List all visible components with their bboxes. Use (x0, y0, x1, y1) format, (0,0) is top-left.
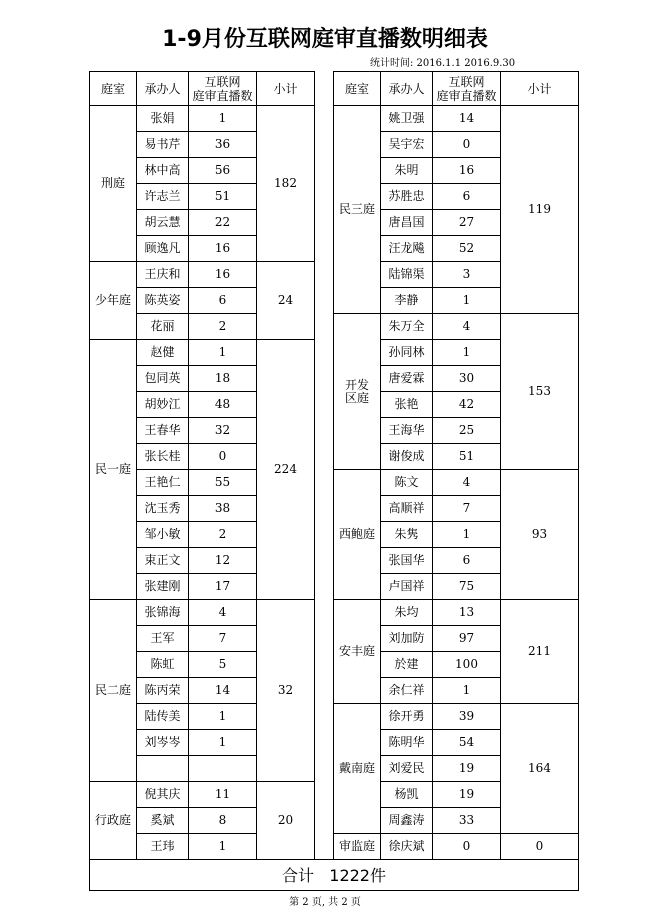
judge-name-cell: 王艳仁 (137, 470, 189, 496)
judge-name-cell: 张娟 (137, 106, 189, 132)
gap-cell (315, 314, 334, 340)
judge-name-cell: 陈虹 (137, 652, 189, 678)
count-cell: 51 (189, 184, 257, 210)
judge-name-cell: 卢国祥 (381, 574, 433, 600)
total-spacer (314, 866, 329, 885)
judge-name-cell: 邹小敏 (137, 522, 189, 548)
table-row (90, 704, 579, 730)
judge-name-cell: 张长桂 (137, 444, 189, 470)
subtotal-cell: 153 (501, 314, 579, 470)
count-cell: 30 (433, 366, 501, 392)
header-count-line1: 互联网 (204, 74, 241, 89)
gap-cell (315, 782, 334, 808)
court-name-cell: 审监庭 (334, 834, 381, 860)
page-title: 1-9月份互联网庭审直播数明细表 (162, 27, 488, 52)
count-cell: 4 (433, 470, 501, 496)
header-count-line2: 庭审直播数 (436, 88, 497, 103)
count-cell: 7 (189, 626, 257, 652)
count-cell: 51 (433, 444, 501, 470)
gap-cell (315, 496, 334, 522)
count-cell: 3 (433, 262, 501, 288)
count-cell: 22 (189, 210, 257, 236)
total-label: 合计 (281, 865, 314, 885)
grand-total-cell (90, 860, 579, 891)
count-cell: 18 (189, 366, 257, 392)
table-row (90, 314, 579, 340)
court-name-cell: 民三庭 (334, 106, 381, 314)
count-cell: 1 (433, 340, 501, 366)
count-cell: 6 (189, 288, 257, 314)
judge-name-cell: 朱明 (381, 158, 433, 184)
judge-name-cell: 朱均 (381, 600, 433, 626)
gap-cell (315, 808, 334, 834)
judge-name-cell: 张艳 (381, 392, 433, 418)
count-cell: 36 (189, 132, 257, 158)
count-cell: 8 (189, 808, 257, 834)
court-name-cell: 戴南庭 (334, 704, 381, 834)
judge-name-cell: 刘岑岑 (137, 730, 189, 756)
header-count-line1: 互联网 (448, 74, 485, 89)
table-row (90, 834, 579, 860)
page-footer: 第 2 页, 共 2 页 (289, 897, 361, 908)
table-row (90, 470, 579, 496)
judge-name-cell: 束正文 (137, 548, 189, 574)
judge-name-cell: 陈明华 (381, 730, 433, 756)
judge-name-cell: 沈玉秀 (137, 496, 189, 522)
judge-name-cell: 王海华 (381, 418, 433, 444)
judge-name-cell: 胡云慧 (137, 210, 189, 236)
count-cell: 32 (189, 418, 257, 444)
judge-name-cell: 奚斌 (137, 808, 189, 834)
subtotal-cell: 119 (501, 106, 579, 314)
subtotal-cell: 32 (257, 600, 315, 782)
judge-name-cell: 杨凯 (381, 782, 433, 808)
subtotal-cell: 24 (257, 262, 315, 340)
gap-cell (315, 262, 334, 288)
judge-name-cell: 花丽 (137, 314, 189, 340)
count-cell: 17 (189, 574, 257, 600)
judge-name-cell: 顾逸凡 (137, 236, 189, 262)
count-cell: 4 (189, 600, 257, 626)
judge-name-cell: 孙同林 (381, 340, 433, 366)
judge-name-cell: 唐爱霖 (381, 366, 433, 392)
header-court-left: 庭室 (90, 72, 137, 106)
count-cell: 27 (433, 210, 501, 236)
judge-name-cell: 陆传美 (137, 704, 189, 730)
subtotal-cell: 182 (257, 106, 315, 262)
court-name-cell: 开发区庭 (334, 314, 381, 470)
header-judge-right: 承办人 (381, 72, 433, 106)
court-name-cell: 安丰庭 (334, 600, 381, 704)
gap-cell (315, 366, 334, 392)
gap-cell (315, 678, 334, 704)
judge-name-cell: 陈英姿 (137, 288, 189, 314)
gap-cell (315, 444, 334, 470)
count-cell: 56 (189, 158, 257, 184)
count-cell: 11 (189, 782, 257, 808)
gap-cell (315, 184, 334, 210)
count-cell: 0 (433, 132, 501, 158)
subtotal-cell: 224 (257, 340, 315, 600)
count-cell: 16 (189, 262, 257, 288)
judge-name-cell: 张国华 (381, 548, 433, 574)
court-name-cell: 民一庭 (90, 340, 137, 600)
count-cell: 1 (189, 340, 257, 366)
total-row (90, 860, 579, 891)
gap-cell (315, 418, 334, 444)
judge-name-cell: 王军 (137, 626, 189, 652)
gap-header (315, 72, 334, 106)
gap-cell (315, 600, 334, 626)
count-cell: 100 (433, 652, 501, 678)
count-cell: 1 (433, 678, 501, 704)
judge-name-cell: 倪其庆 (137, 782, 189, 808)
judge-name-cell: 朱万全 (381, 314, 433, 340)
count-cell: 1 (433, 522, 501, 548)
judge-name-cell (137, 756, 189, 782)
court-name-cell: 少年庭 (90, 262, 137, 340)
judge-name-cell: 汪龙飚 (381, 236, 433, 262)
count-cell: 39 (433, 704, 501, 730)
table-row (90, 106, 579, 132)
court-name-cell: 行政庭 (90, 782, 137, 860)
count-cell: 13 (433, 600, 501, 626)
count-cell: 19 (433, 756, 501, 782)
gap-cell (315, 470, 334, 496)
count-cell: 52 (433, 236, 501, 262)
judge-name-cell: 陈文 (381, 470, 433, 496)
gap-cell (315, 340, 334, 366)
judge-name-cell: 徐庆斌 (381, 834, 433, 860)
judge-name-cell: 高顺祥 (381, 496, 433, 522)
count-cell: 97 (433, 626, 501, 652)
gap-cell (315, 574, 334, 600)
count-cell: 75 (433, 574, 501, 600)
gap-cell (315, 730, 334, 756)
judge-name-cell: 苏胜忠 (381, 184, 433, 210)
judge-name-cell: 朱隽 (381, 522, 433, 548)
count-cell: 55 (189, 470, 257, 496)
subtotal-cell: 164 (501, 704, 579, 834)
judge-name-cell: 张锦海 (137, 600, 189, 626)
judge-name-cell: 王庆和 (137, 262, 189, 288)
judge-name-cell: 包同英 (137, 366, 189, 392)
subtotal-cell: 211 (501, 600, 579, 704)
count-cell: 6 (433, 548, 501, 574)
header-judge-left: 承办人 (137, 72, 189, 106)
subtotal-cell: 20 (257, 782, 315, 860)
gap-cell (315, 522, 334, 548)
count-cell: 1 (189, 704, 257, 730)
gap-cell (315, 158, 334, 184)
count-cell: 16 (189, 236, 257, 262)
gap-cell (315, 132, 334, 158)
stat-time: 统计时间: 2016.1.1 2016.9.30 (370, 58, 516, 69)
judge-name-cell: 余仁祥 (381, 678, 433, 704)
gap-cell (315, 392, 334, 418)
count-cell: 42 (433, 392, 501, 418)
count-cell: 0 (433, 834, 501, 860)
count-cell: 54 (433, 730, 501, 756)
judge-name-cell: 赵健 (137, 340, 189, 366)
header-count-right (433, 72, 501, 106)
judge-name-cell: 林中高 (137, 158, 189, 184)
count-cell: 33 (433, 808, 501, 834)
gap-cell (315, 834, 334, 860)
header-subtotal-left: 小计 (257, 72, 315, 106)
judge-name-cell: 胡妙江 (137, 392, 189, 418)
count-cell: 1 (189, 834, 257, 860)
count-cell: 14 (189, 678, 257, 704)
count-cell: 38 (189, 496, 257, 522)
count-cell: 14 (433, 106, 501, 132)
count-cell: 2 (189, 314, 257, 340)
header-court-right: 庭室 (334, 72, 381, 106)
count-cell: 1 (433, 288, 501, 314)
judge-name-cell: 唐昌国 (381, 210, 433, 236)
judge-name-cell: 李静 (381, 288, 433, 314)
judge-name-cell: 陆锦渠 (381, 262, 433, 288)
judge-name-cell: 谢俊成 (381, 444, 433, 470)
court-name-cell: 民二庭 (90, 600, 137, 782)
detail-table (89, 71, 579, 891)
judge-name-cell: 吴宇宏 (381, 132, 433, 158)
count-cell: 6 (433, 184, 501, 210)
gap-cell (315, 106, 334, 132)
gap-cell (315, 236, 334, 262)
count-cell: 4 (433, 314, 501, 340)
count-cell: 2 (189, 522, 257, 548)
header-row (90, 72, 579, 106)
header-count-left (189, 72, 257, 106)
court-name-cell: 西鲍庭 (334, 470, 381, 600)
judge-name-cell: 周鑫涛 (381, 808, 433, 834)
judge-name-cell: 易书芹 (137, 132, 189, 158)
judge-name-cell: 徐开勇 (381, 704, 433, 730)
court-name-cell: 刑庭 (90, 106, 137, 262)
header-count-line2: 庭审直播数 (192, 88, 253, 103)
count-cell: 1 (189, 730, 257, 756)
count-cell: 25 (433, 418, 501, 444)
count-cell: 19 (433, 782, 501, 808)
total-value: 1222件 (329, 865, 386, 885)
gap-cell (315, 756, 334, 782)
gap-cell (315, 626, 334, 652)
gap-cell (315, 288, 334, 314)
gap-cell (315, 210, 334, 236)
subtotal-cell: 0 (501, 834, 579, 860)
table-row (90, 600, 579, 626)
judge-name-cell: 姚卫强 (381, 106, 433, 132)
gap-cell (315, 652, 334, 678)
subtotal-cell: 93 (501, 470, 579, 600)
judge-name-cell: 王玮 (137, 834, 189, 860)
count-cell: 48 (189, 392, 257, 418)
gap-cell (315, 704, 334, 730)
count-cell: 0 (189, 444, 257, 470)
judge-name-cell: 刘加防 (381, 626, 433, 652)
count-cell: 7 (433, 496, 501, 522)
judge-name-cell: 王春华 (137, 418, 189, 444)
count-cell: 5 (189, 652, 257, 678)
judge-name-cell: 许志兰 (137, 184, 189, 210)
count-cell: 12 (189, 548, 257, 574)
header-subtotal-right: 小计 (501, 72, 579, 106)
count-cell (189, 756, 257, 782)
judge-name-cell: 於建 (381, 652, 433, 678)
judge-name-cell: 张建刚 (137, 574, 189, 600)
gap-cell (315, 548, 334, 574)
count-cell: 1 (189, 106, 257, 132)
count-cell: 16 (433, 158, 501, 184)
judge-name-cell: 刘爱民 (381, 756, 433, 782)
judge-name-cell: 陈丙荣 (137, 678, 189, 704)
